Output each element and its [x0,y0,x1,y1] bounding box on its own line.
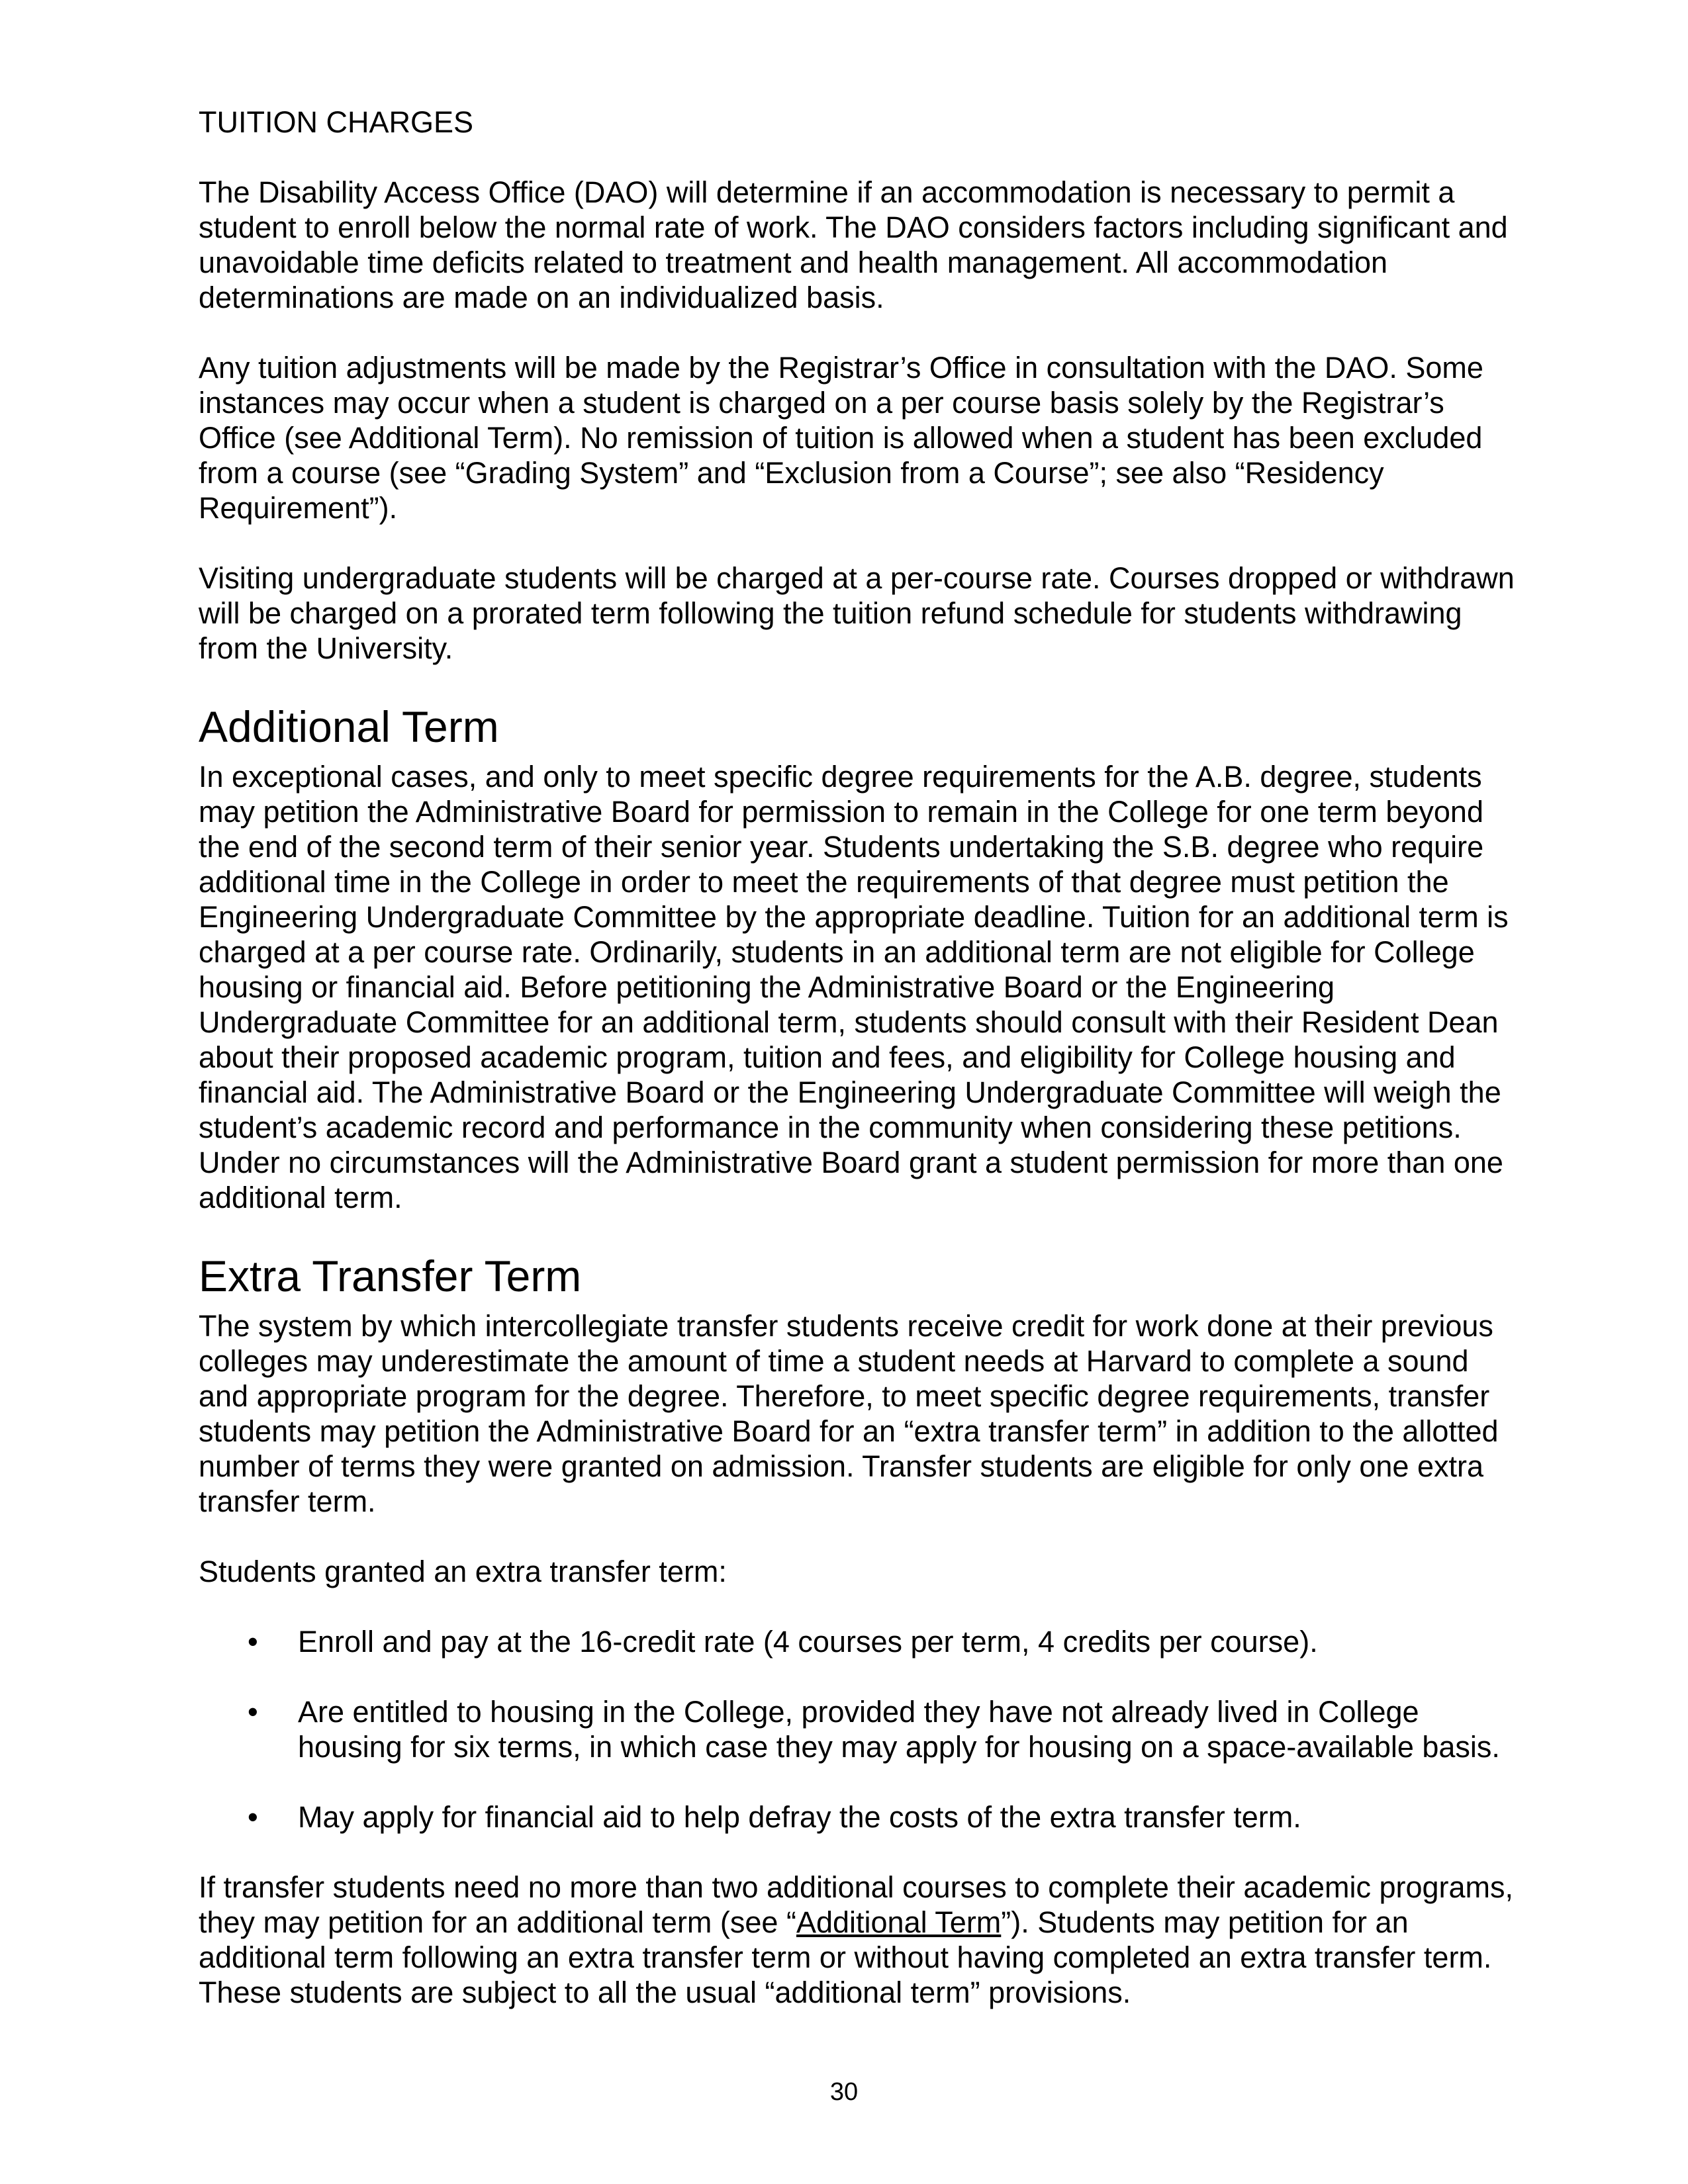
extra-transfer-term-paragraph-3 [199,1870,1516,2010]
bullet-icon: • [248,1625,258,1659]
tuition-paragraph-1: The Disability Access Office (DAO) will determine if an accommodation is necessary to permit a student to enroll below the normal rate of work. The DAO considers factors including significant and unavoidable time deficits related to treatment and health management. All accommodation determinations are made on an individualized basis. [199,175,1508,314]
document-page [199,105,1516,2045]
additional-term-link[interactable]: Additional Term [796,1905,1002,1939]
extra-transfer-term-paragraph-2: Students granted an extra transfer term: [199,1555,727,1588]
additional-term-heading: Additional Term [199,702,499,751]
bullet-icon: • [248,1800,258,1834]
list-item-text: May apply for financial aid to help defray the costs of the extra transfer term. [298,1800,1301,1834]
paragraph-text-after-link: ”). Students may petition for an additional term following an extra transfer term or without having completed an extra transfer term. These students are subject to all the usual “additional term” provisions. [199,1905,1492,2009]
tuition-paragraph-3: Visiting undergraduate students will be charged at a per-course rate. Courses dropped or withdrawn will be charged on a prorated term following the tuition refund schedule for students withdrawing from the University. [199,561,1515,665]
paragraph-text-before-link: If transfer students need no more than two additional courses to complete their academic programs, they may petition for an additional term (see “ [199,1870,1514,1939]
extra-transfer-term-paragraph-1: The system by which intercollegiate transfer students receive credit for work done at their previous colleges may underestimate the amount of time a student needs at Harvard to complete a sound and appropriate program for the degree. Therefore, to meet specific degree requirements, transfer students may petition the Administrative Board for an “extra transfer term” in addition to the allotted number of terms they were granted on admission. Transfer students are eligible for only one extra transfer term. [199,1309,1499,1518]
list-item [199,1624,1516,1659]
tuition-paragraph-2: Any tuition adjustments will be made by the Registrar’s Office in consultation with the DAO. Some instances may occur when a student is charged on a per course basis solely by the Registrar’s Office (see Additional Term). No remission of tuition is allowed when a student has been excluded from a course (see “Grading System” and “Exclusion from a Course”; see also “Residency Requirement”). [199,351,1483,525]
list-item [199,1799,1516,1835]
list-item-text: Enroll and pay at the 16-credit rate (4 courses per term, 4 credits per course). [298,1625,1318,1659]
extra-transfer-term-heading: Extra Transfer Term [199,1251,582,1300]
list-item [199,1694,1516,1764]
page-number: 30 [829,2078,859,2106]
bullet-icon: • [248,1695,258,1729]
additional-term-paragraph: In exceptional cases, and only to meet specific degree requirements for the A.B. degree, students may petition the Administrative Board for permission to remain in the College for one term beyond the end of the second term of their senior year. Students undertaking the S.B. degree who require additional time in the College in order to meet the requirements of that degree must petition the Engineering Undergraduate Committee by the appropriate deadline. Tuition for an additional term is charged at a per course rate. Ordinarily, students in an additional term are not eligible for College housing or financial aid. Before petitioning the Administrative Board or the Engineering Undergraduate Committee for an additional term, students should consult with their Resident Dean about their proposed academic program, tuition and fees, and eligibility for College housing and financial aid. The Administrative Board or the Engineering Undergraduate Committee will weigh the student’s academic record and performance in the community when considering these petitions. Under no circumstances will the Administrative Board grant a student permission for more than one additional term. [199,760,1509,1214]
tuition-charges-heading: TUITION CHARGES [199,105,474,139]
list-item-text: Are entitled to housing in the College, provided they have not already lived in College housing for six terms, in which case they may apply for housing on a space-available basis. [298,1695,1500,1764]
extra-transfer-term-list [199,1624,1516,1835]
